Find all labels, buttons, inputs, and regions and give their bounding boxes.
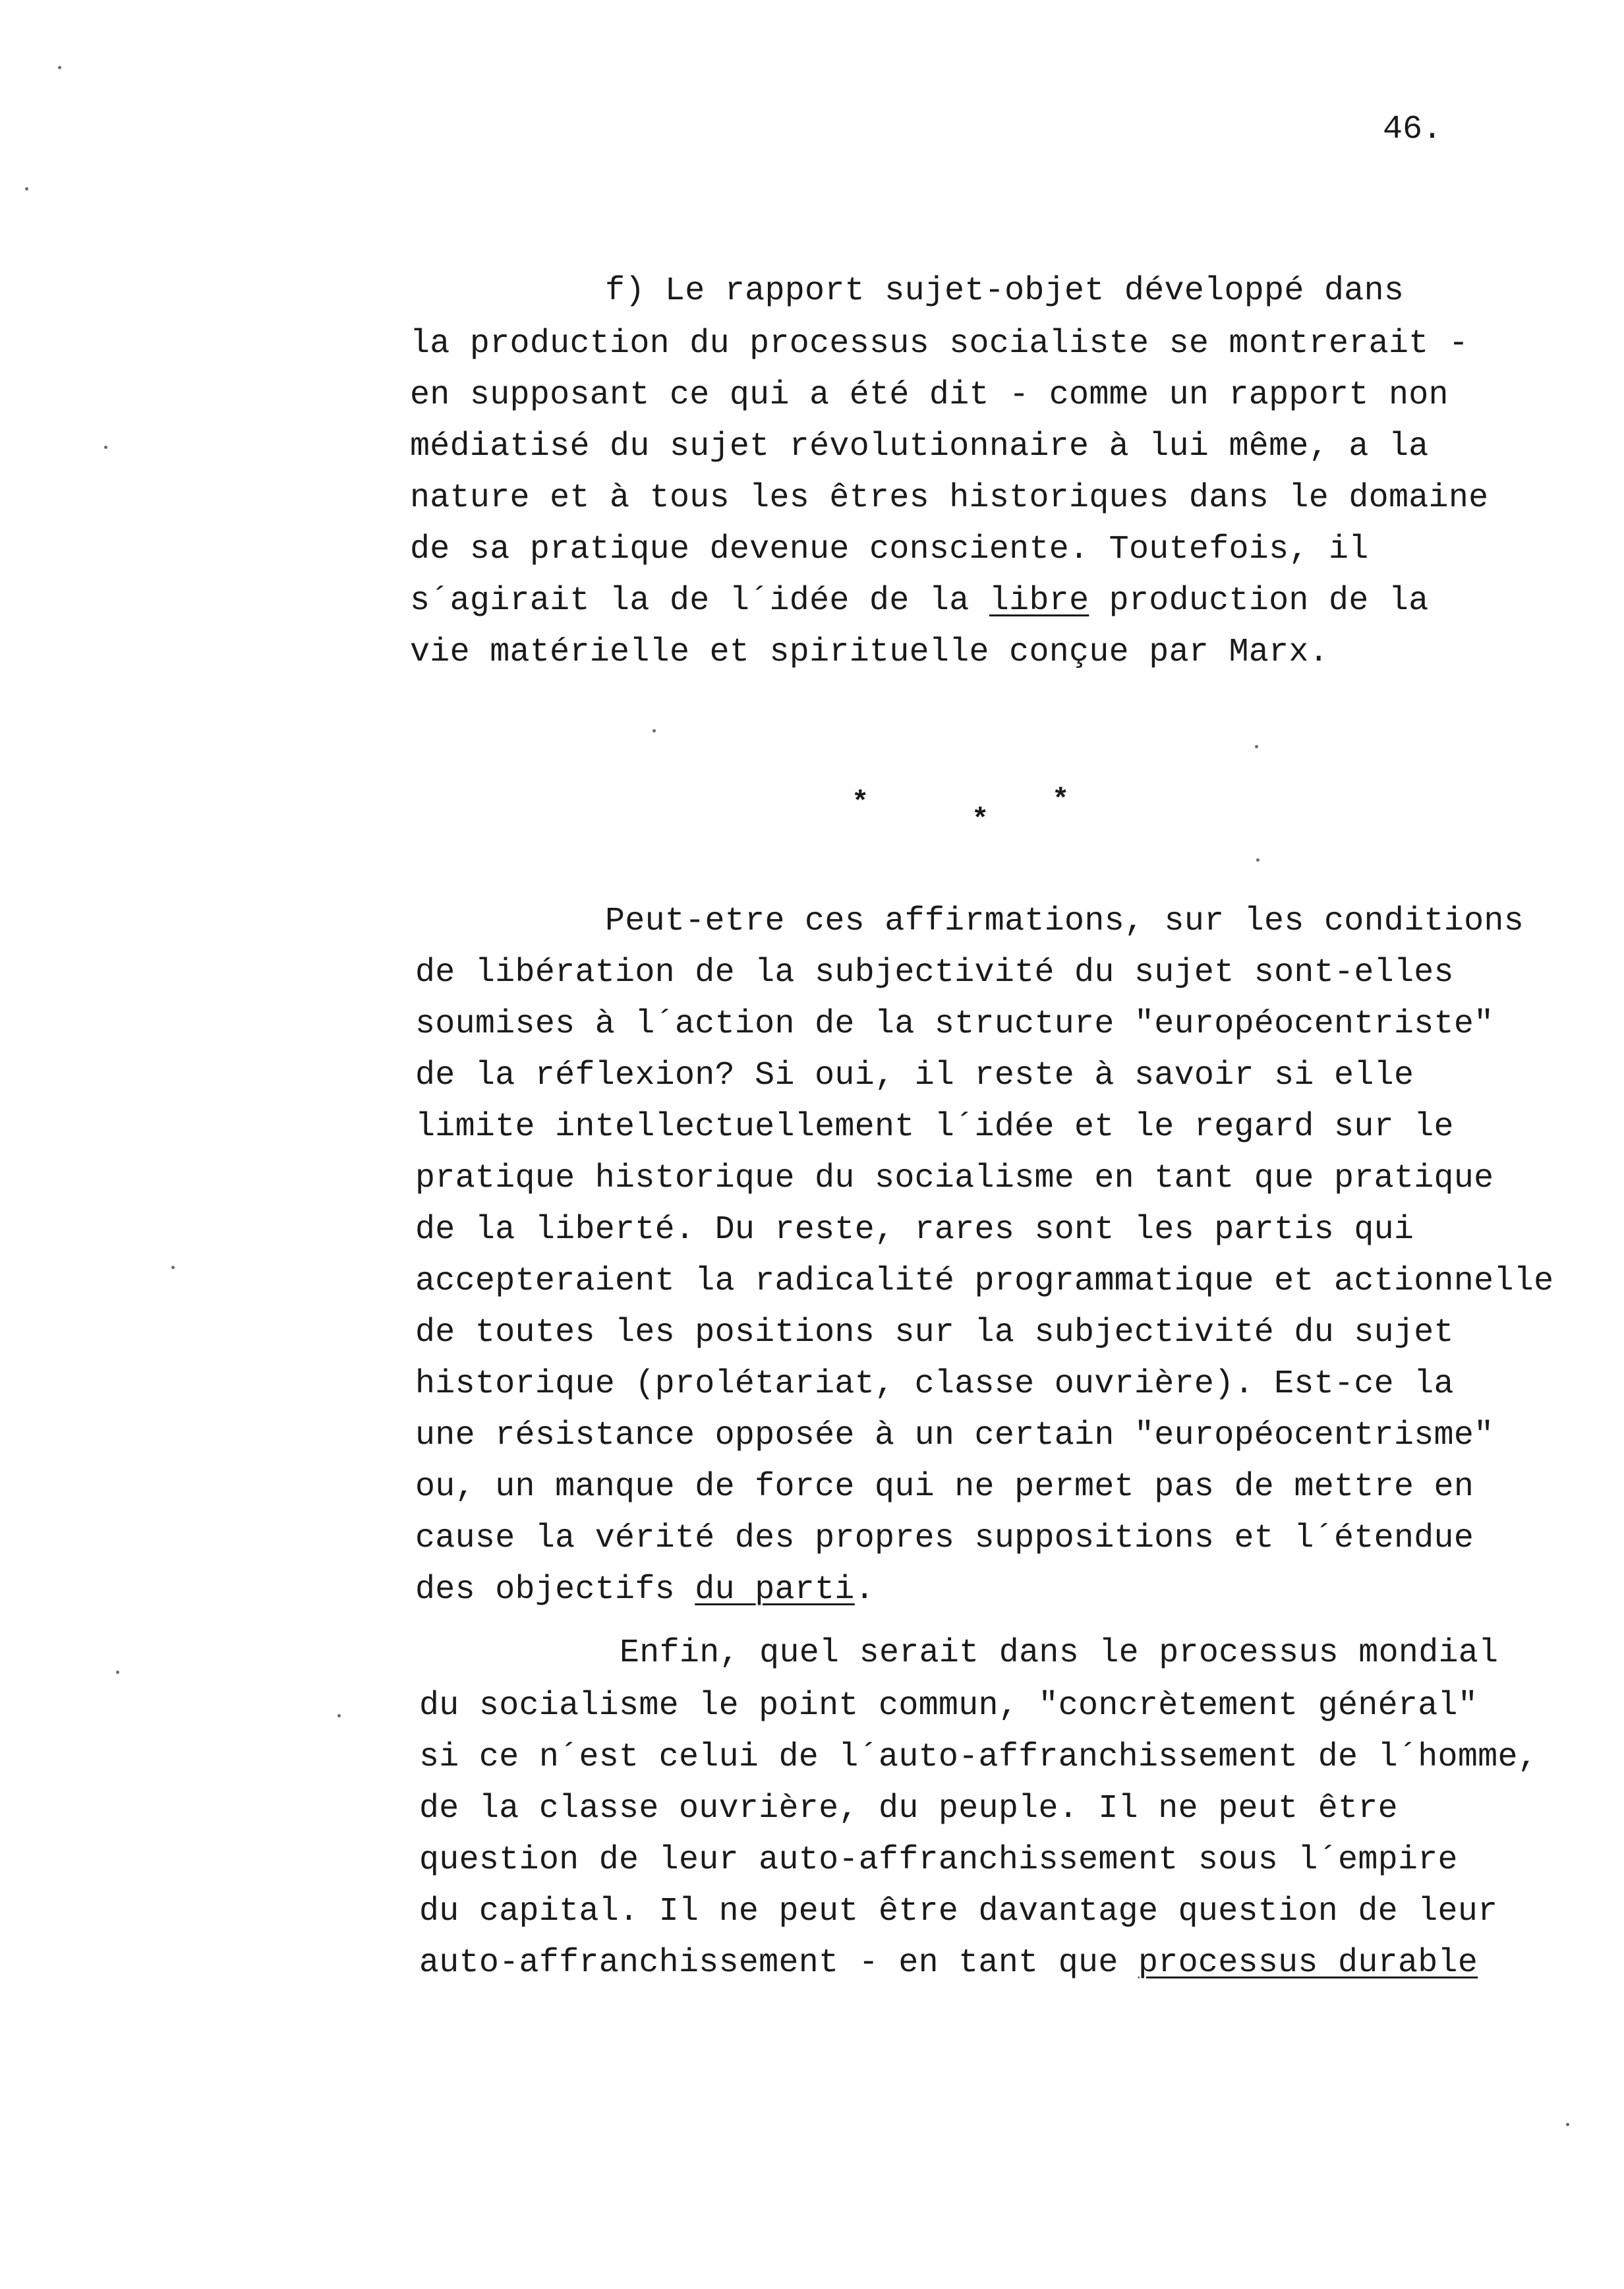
text-segment: des objectifs <box>415 1571 695 1609</box>
text-line: ou, un manque de force qui ne permet pas de mettre en <box>415 1468 1474 1506</box>
text-line: la production du processus socialiste se montrerait - <box>410 325 1469 363</box>
scan-speck <box>337 1714 341 1717</box>
text-line: de la réflexion? Si oui, il reste à savoir si elle <box>415 1057 1414 1094</box>
scan-speck <box>25 187 28 191</box>
scan-speck <box>1255 745 1258 748</box>
scan-speck <box>116 1671 119 1674</box>
text-line: vie matérielle et spirituelle conçue par Marx. <box>410 634 1329 671</box>
text-line: pratique historique du socialisme en tant que pratique <box>415 1160 1494 1197</box>
scan-speck <box>171 1266 175 1269</box>
separator-star: * <box>852 787 869 819</box>
text-line: soumises à l´action de la structure "européocentriste" <box>415 1005 1494 1043</box>
text-line: question de leur auto-affranchissement sous l´empire <box>419 1841 1458 1879</box>
separator-star: * <box>972 804 989 837</box>
text-line: en supposant ce qui a été dit - comme un rapport non <box>410 376 1449 414</box>
text-line: accepteraient la radicalité programmatique et actionnelle <box>415 1263 1554 1300</box>
text-line: limite intellectuellement l´idée et le regard sur le <box>415 1108 1454 1146</box>
page-number: 46. <box>1383 111 1443 148</box>
scan-speck <box>1566 2123 1569 2126</box>
text-line: de sa pratique devenue consciente. Toutefois, il <box>410 531 1369 568</box>
text-segment: production de la <box>1089 582 1429 620</box>
text-line: du capital. Il ne peut être davantage question de leur <box>419 1893 1498 1930</box>
scan-speck <box>1256 858 1260 862</box>
text-line: Enfin, quel serait dans le processus mondial <box>620 1634 1499 1672</box>
text-line: de toutes les positions sur la subjectivité du sujet <box>415 1314 1454 1352</box>
text-line <box>410 581 1429 621</box>
text-segment: . <box>854 1571 875 1609</box>
text-segment: s´agirait la de l´idée de la <box>410 582 989 620</box>
text-line: historique (prolétariat, classe ouvrière). Est-ce la <box>415 1365 1454 1403</box>
scan-speck <box>104 446 107 449</box>
text-line: Peut-etre ces affirmations, sur les conditions <box>605 903 1524 940</box>
text-line: si ce n´est celui de l´auto-affranchissement de l´homme, <box>419 1739 1538 1776</box>
underlined-word: libre <box>989 582 1089 620</box>
text-line: une résistance opposée à un certain "européocentrisme" <box>415 1417 1494 1454</box>
underlined-phrase: processus durable <box>1138 1944 1478 1982</box>
text-line: nature et à tous les êtres historiques dans le domaine <box>410 479 1489 517</box>
text-line: cause la vérité des propres suppositions et l´étendue <box>415 1520 1474 1557</box>
separator-star: * <box>1052 784 1070 817</box>
text-line: médiatisé du sujet révolutionnaire à lui même, a la <box>410 428 1429 465</box>
scan-speck <box>652 729 656 732</box>
scan-speck <box>58 66 61 69</box>
text-line <box>415 1570 875 1610</box>
underlined-phrase: du parti <box>695 1571 855 1609</box>
text-line: de la liberté. Du reste, rares sont les partis qui <box>415 1211 1414 1249</box>
text-line: du socialisme le point commun, "concrètement général" <box>419 1687 1478 1725</box>
text-line: de la classe ouvrière, du peuple. Il ne peut être <box>419 1790 1398 1828</box>
text-line: f) Le rapport sujet-objet développé dans <box>605 272 1405 310</box>
text-segment: auto-affranchissement - en tant que <box>419 1944 1138 1982</box>
text-line <box>419 1944 1478 1983</box>
text-line: de libération de la subjectivité du sujet sont-elles <box>415 954 1454 992</box>
